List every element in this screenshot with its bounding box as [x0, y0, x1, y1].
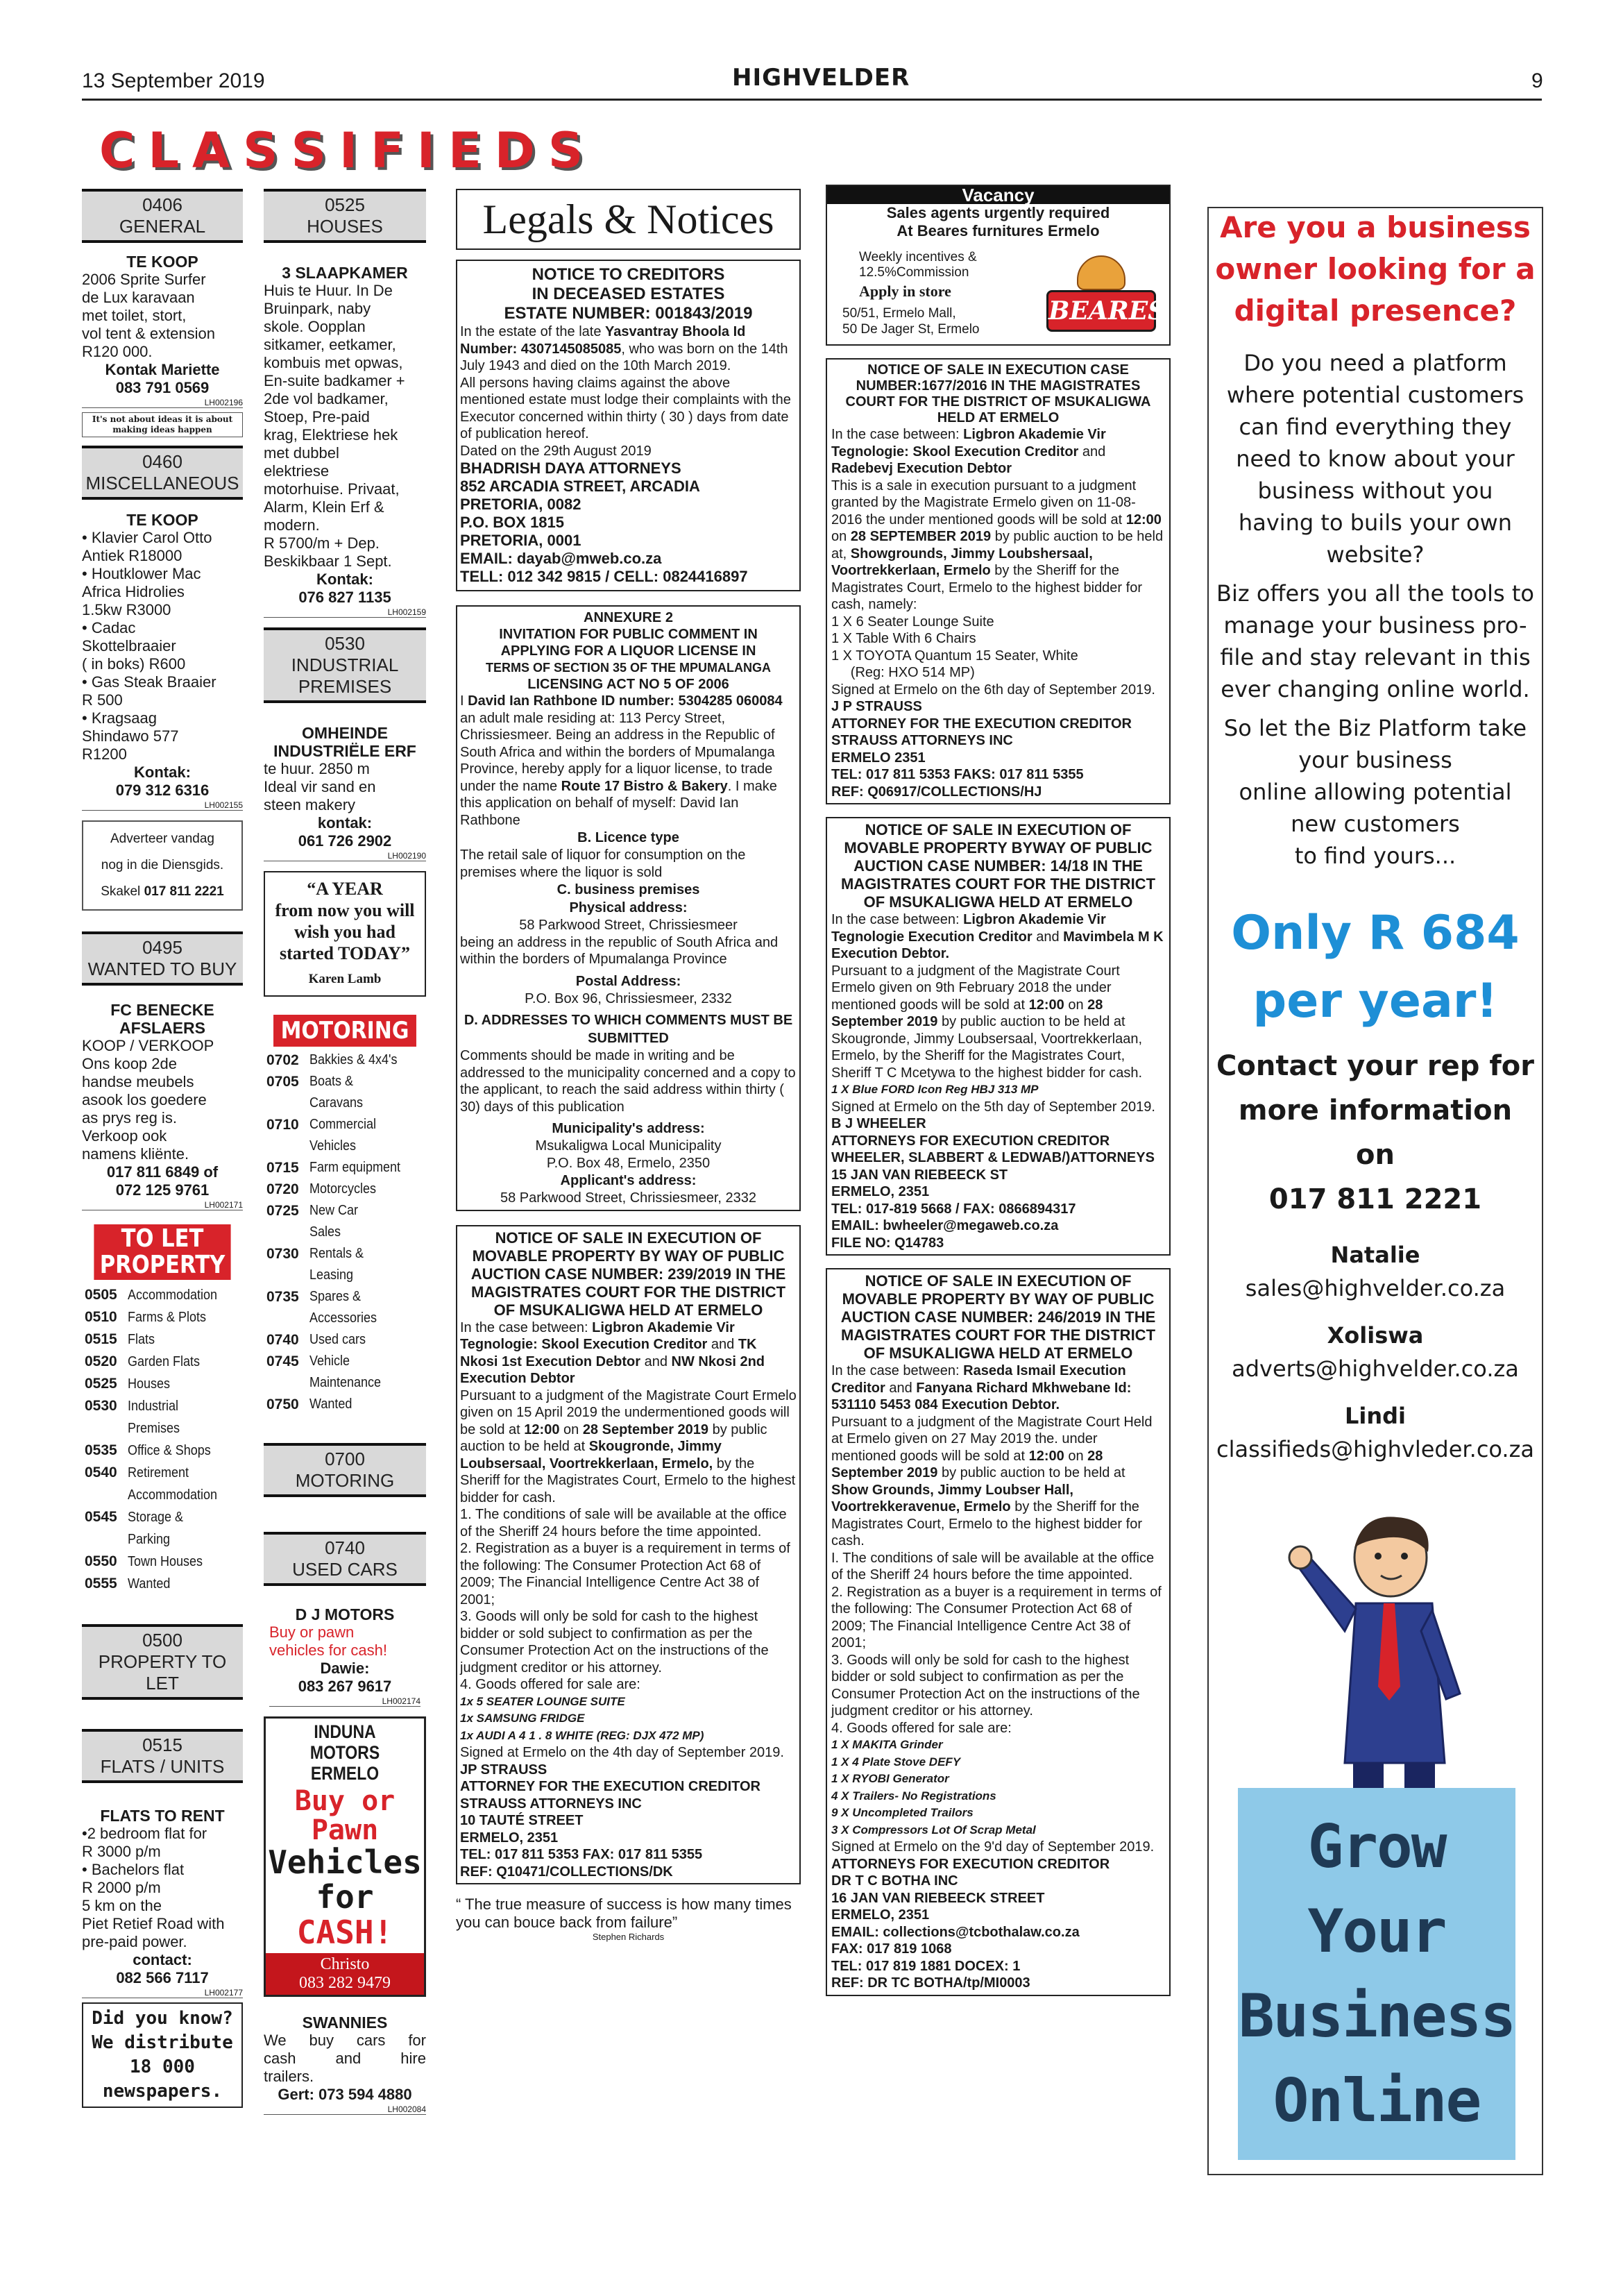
text-line: ERMELO 2351 — [831, 750, 926, 766]
category-property-to-let[interactable]: 0500 PROPERTY TO LET — [82, 1624, 243, 1700]
text-line: 10 TAUTÉ STREET — [460, 1813, 584, 1828]
to-let-index-item[interactable] — [85, 1440, 243, 1462]
index-label: Town Houses — [128, 1554, 203, 1569]
to-let-index-item[interactable] — [85, 1306, 243, 1328]
classified-ad: 3 SLAAPKAMER Huis te Huur. In De Bruinpark, naby skole. Oopplan sitkamer, eetkamer, kombuis met opwas, En-suite badkamer + 2de vol badkamer, Stoep, Pre-paid krag, Elektriese hek met dubbel elektriese motorhuise. Privaat, Alarm, Klein Erf & modern. R 5700/m + Dep. Beskikbaar 1 Sept. Kontak: 076 827 1135 LH002159 — [264, 264, 426, 617]
column-2 — [264, 189, 426, 2115]
text-line: FAX: 017 819 1068 — [831, 1941, 952, 1957]
index-label: Boats & — [309, 1074, 354, 1089]
text-line: ATTORNEY FOR THE EXECUTION CREDITOR — [460, 1779, 760, 1794]
text-line: Bruinpark, naby — [264, 300, 371, 317]
banner-letter: I — [339, 122, 358, 179]
text-line: En-suite badkamer + — [264, 372, 405, 389]
column-3-legals — [456, 189, 801, 1943]
classified-ad: TE KOOP 2006 Sprite Surfer de Lux karavaan met toilet, stort, vol tent & extension R120 000. Kontak Mariette 083 791 0569 LH002196 — [82, 253, 243, 407]
text-line: Stoep, Pre-paid — [264, 408, 370, 425]
classified-ad: FLATS TO RENT •2 bedroom flat for R 3000 p/m • Bachelors flat R 2000 p/m 5 km on the Piet Retief Road with pre-paid power. contact: 082 566 7117 LH002177 — [82, 1807, 243, 1998]
newspaper-name: HIGHVELDER — [732, 64, 910, 92]
text-line: ATTORNEYS FOR EXECUTION CREDITOR — [831, 1133, 1110, 1149]
text-line: • Bachelors flat — [82, 1861, 185, 1878]
index-label: Accessories — [309, 1310, 377, 1326]
text-line: R1200 — [82, 745, 127, 763]
text-line: REF: Q06917/COLLECTIONS/HJ — [831, 784, 1042, 800]
index-code: 0730 — [266, 1246, 299, 1262]
text-line: REF: Q10471/COLLECTIONS/DK — [460, 1864, 673, 1880]
index-code: 0710 — [266, 1117, 299, 1133]
text-line: R 5700/m + Dep. — [264, 534, 380, 552]
legals-title: Legals & Notices — [456, 189, 801, 250]
text-line: sitkamer, eetkamer, — [264, 336, 396, 353]
category-miscellaneous[interactable]: 0460 MISCELLANEOUS — [82, 446, 243, 500]
banner-letter: D — [494, 122, 535, 179]
text-line: So let the Biz Platform take — [1223, 715, 1527, 741]
text-line: asook los goedere — [82, 1091, 207, 1108]
text-line: Antiek R18000 — [82, 547, 182, 564]
closing-quote: “ The true measure of success is how many times you can bouce back from failure” — [456, 1896, 792, 1931]
text-line: FILE NO: Q14783 — [831, 1235, 944, 1251]
category-industrial-premises[interactable]: 0530 INDUSTRIAL PREMISES — [264, 627, 426, 703]
text-line: Skottelbraaier — [82, 637, 176, 655]
text-line: as prys reg is. — [82, 1109, 177, 1126]
text-line: • Klavier Carol Otto — [82, 529, 212, 546]
text-line: where potential customers — [1226, 382, 1524, 408]
text-line: ( in boks) R600 — [82, 655, 186, 673]
text-line: TEL: 017 819 1881 DOCEX: 1 — [831, 1958, 1021, 1974]
to-let-index-item[interactable] — [85, 1484, 243, 1506]
index-label: New Car — [309, 1203, 359, 1218]
index-label: Storage & — [128, 1510, 184, 1525]
index-code: 0515 — [85, 1331, 117, 1347]
motoring-index-item[interactable] — [266, 1157, 426, 1179]
quote-box: “A YEAR from now you will wish you had started TODAY” Karen Lamb — [264, 871, 426, 997]
biz-platform-ad: Are you a business owner looking for a digital presence? Do you need a platform where potential customers can find everything they need to know about your business without you having to buils your own website? Biz offers you all the tools to manage your business pro- file and stay relevant in this ever changing online world. So let the Biz Platform take your business online allowing potential new customers to find yours... Only R 684 per year! Contact your rep for more information on 017 811 2221 Natalie sales@highvelder.co.za Xoliswa adverts@highvelder.co.za Lindi classifieds@highvleder.co.za Grow Your Business Online — [1207, 207, 1543, 2175]
banner-letter: S — [243, 122, 278, 179]
index-label: Rentals & — [309, 1246, 364, 1261]
text-line: ERMELO, 2351 — [460, 1830, 559, 1846]
index-label: Leasing — [309, 1267, 354, 1283]
motoring-index-item[interactable] — [266, 1114, 426, 1136]
motoring-index-item[interactable] — [266, 1394, 426, 1415]
small-quote: It's not about ideas it is about making ideas happen — [82, 412, 243, 437]
text-line: need to know about your — [1236, 446, 1515, 472]
text-line: 15 JAN VAN RIEBEECK ST — [831, 1167, 1008, 1183]
to-let-property-index: TO LET PROPERTY 0505 Accommodation 0510 Farms & Plots 0515 Flats 0520 Garden Flats 0525 Houses 0530 Industrial Premises 0535 Office & Shops 0540 Retirement Accommodation 0545 Storage & Parking 0550 Town Houses 0555 Wanted — [82, 1224, 243, 1595]
motoring-index-item[interactable] — [266, 1351, 426, 1372]
beares-logo: BEARES — [1046, 253, 1156, 337]
classified-ad: SWANNIES We buy cars for cash and hire trailers. Gert: 073 594 4880 LH002084 — [264, 2014, 426, 2114]
to-let-index-item[interactable] — [85, 1551, 243, 1573]
motoring-index-item[interactable] — [266, 1286, 426, 1308]
motoring-index-item[interactable] — [266, 1092, 426, 1114]
text-line: 1 X MAKITA Grinder — [831, 1738, 943, 1751]
text-line: •2 bedroom flat for — [82, 1825, 207, 1842]
text-line: Africa Hidrolies — [82, 583, 185, 600]
text-line: 9 X Uncompleted Trailors — [831, 1806, 974, 1819]
classified-ad: TE KOOP • Klavier Carol Otto Antiek R18000 • Houtklower Mac Africa Hidrolies 1.5kw R3000 • Cadac Skottelbraaier ( in boks) R600 • Gas Steak Braaier R 500 • Kragsaag Shindawo 577 R1200 Kontak: 079 312 6316 LH002155 — [82, 511, 243, 810]
index-label: Bakkies & 4x4's — [309, 1052, 398, 1067]
motoring-index-item[interactable] — [266, 1200, 426, 1222]
index-code: 0715 — [266, 1160, 299, 1176]
text-line: 1.5kw R3000 — [82, 601, 171, 618]
text-line: 1 X RYOBI Generator — [831, 1772, 949, 1785]
notice-sale-1677-2016: NOTICE OF SALE IN EXECUTION CASE NUMBER:1677/2016 IN THE MAGISTRATES COURT FOR THE DISTRICT OF MSUKALIGWA HELD AT ERMELO In the case between: Ligbron Akademie Vir Tegnologie: Skool Execution Creditor and Radebevj Execution Debtor This is a sale in execution pursuant to a judgment granted by the Magistrate Ermelo given on 11-08-2016 the under mentioned goods will be sold at 12:00 on 28 SEPTEMBER 2019 by public auction to be held at, Showgrounds, Jimmy Loubshersaal, Voortrekkerlaan, Ermelo by the Sheriff for the Magistrates Court, Ermelo to the highest bidder for cash, namely: 1 X 6 Seater Lounge Suite 1 X Table With 6 Chairs 1 X TOYOTA Quantum 15 Seater, White (Reg: HXO 514 MP) Signed at Ermelo on the 6th day of September 2019. J P STRAUSS ATTORNEY FOR THE EXECUTION CREDITOR STRAUSS ATTORNEYS INC ERMELO 2351 TEL: 017 811 5353 FAKS: 017 811 5355 REF: Q06917/COLLECTIONS/HJ — [826, 358, 1171, 804]
to-let-index-item[interactable] — [85, 1417, 243, 1440]
index-code: 0535 — [85, 1442, 117, 1458]
index-code: 0545 — [85, 1509, 117, 1525]
index-label: Parking — [128, 1532, 171, 1547]
text-line: online allowing potential — [1239, 779, 1512, 805]
index-label: Office & Shops — [128, 1443, 211, 1458]
text-line: to find yours... — [1294, 843, 1456, 869]
index-code: 0725 — [266, 1203, 299, 1219]
text-line: motorhuise. Privaat, — [264, 480, 400, 498]
index-code: 0745 — [266, 1353, 299, 1369]
text-line: ATTORNEYS FOR EXECUTION CREDITOR — [831, 1856, 1110, 1872]
index-code — [266, 1222, 309, 1243]
text-line: R 2000 p/m — [82, 1879, 161, 1896]
text-line: EMAIL: collections@tcbothalaw.co.za — [831, 1924, 1080, 1940]
index-code — [266, 1372, 309, 1394]
text-line: TEL: 017-819 5668 / FAX: 0866894317 — [831, 1201, 1076, 1217]
index-label: Maintenance — [309, 1375, 382, 1390]
classified-ad: OMHEINDE INDUSTRIËLE ERF te huur. 2850 m Ideal vir sand en steen makery kontak: 061 726 2902 LH002190 — [264, 724, 426, 861]
index-code: 0750 — [266, 1396, 299, 1412]
motoring-index-item[interactable] — [266, 1372, 426, 1394]
motoring-index-item[interactable] — [266, 1136, 426, 1157]
banner-letter: C — [99, 122, 135, 179]
text-line: elektriese — [264, 462, 330, 480]
motoring-index-item[interactable] — [266, 1222, 426, 1243]
text-line: TEL: 017 811 5353 FAX: 017 811 5355 — [460, 1847, 703, 1862]
banner-letter: S — [291, 122, 327, 179]
text-line: ERMELO, 2351 — [831, 1184, 930, 1199]
motoring-index-item[interactable] — [266, 1243, 426, 1265]
text-line: ever changing online world. — [1221, 676, 1530, 702]
banner-letter: S — [547, 122, 584, 179]
index-label: Accommodation — [128, 1288, 218, 1303]
text-line: 3 X Compressors Lot Of Scrap Metal — [831, 1823, 1036, 1837]
index-label: Flats — [128, 1332, 155, 1347]
classified-ad: FC BENECKE AFSLAERS KOOP / VERKOOP Ons koop 2de handse meubels asook los goedere as prys reg is. Verkoop ook namens kliënte. 017 811 6849 of 072 125 9761 LH002171 — [82, 1001, 243, 1210]
index-label: Farm equipment — [309, 1160, 401, 1175]
index-label: Vehicle — [309, 1353, 350, 1369]
index-code: 0520 — [85, 1353, 117, 1369]
text-line: Biz offers you all the tools to — [1216, 580, 1534, 607]
index-code: 0735 — [266, 1289, 299, 1305]
index-code — [266, 1136, 309, 1157]
text-line: KOOP / VERKOOP — [82, 1037, 214, 1054]
advertise-promo: Adverteer vandag nog in die Diensgids. Skakel 017 811 2221 — [82, 820, 243, 911]
to-let-index-item[interactable] — [85, 1328, 243, 1351]
text-line: • Kragsaag — [82, 709, 157, 727]
text-line: EMAIL: bwheeler@megaweb.co.za — [831, 1218, 1059, 1233]
text-line: • Houtklower Mac — [82, 565, 201, 582]
text-line: namens kliënte. — [82, 1145, 189, 1163]
motoring-index-item[interactable] — [266, 1179, 426, 1200]
text-line: 16 JAN VAN RIEBEECK STREET — [831, 1890, 1045, 1906]
text-line: 1 X 4 Plate Stove DEFY — [831, 1755, 961, 1769]
text-line: J P STRAUSS — [831, 699, 922, 714]
text-line: Beskikbaar 1 Sept. — [264, 552, 392, 570]
index-code: 0510 — [85, 1309, 117, 1325]
text-line: Piet Retief Road with — [82, 1915, 225, 1932]
motoring-index-item[interactable] — [266, 1329, 426, 1351]
index-code: 0705 — [266, 1074, 299, 1090]
index-label: Used cars — [309, 1332, 366, 1347]
text-line: modern. — [264, 516, 320, 534]
notice-creditors: NOTICE TO CREDITORS IN DECEASED ESTATES ESTATE NUMBER: 001843/2019 In the estate of the late Yasvantray Bhoola Id Number: 4307145085085, who was born on the 14th July 1943 and died on the 10th March 2019. All persons having claims against the above mentioned estate must lodge their complaints with the Executor concerned within thirty ( 30 ) days from date of publication hereof. Dated on the 29th August 2019 BHADRISH DAYA ATTORNEYS 852 ARCADIA STREET, ARCADIA PRETORIA, 0082 P.O. BOX 1815 PRETORIA, 0001 EMAIL: dayab@mweb.co.za TELL: 012 342 9815 / CELL: 0824416897 — [456, 260, 801, 591]
index-label: Accommodation — [128, 1487, 218, 1503]
index-code: 0540 — [85, 1464, 117, 1480]
banner-letter: I — [416, 122, 435, 179]
text-line: skole. Oopplan — [264, 318, 366, 335]
index-code — [266, 1308, 309, 1329]
text-line: handse meubels — [82, 1073, 194, 1090]
notice-sale-239-2019: NOTICE OF SALE IN EXECUTION OF MOVABLE PROPERTY BY WAY OF PUBLIC AUCTION CASE NUMBER: 239/2019 IN THE MAGISTRATES COURT FOR THE DISTRICT OF MSUKALIGWA HELD AT ERMELO In the case between: Ligbron Akademie Vir Tegnologie: Skool Execution Creditor and TK Nkosi 1st Execution Debtor and NW Nkosi 2nd Execution Debtor Pursuant to a judgment of the Magistrate Court Ermelo given on 15 April 2019 the undermentioned goods will be sold at 12:00 on 28 September 2019 by public auction to be held at Skougronde, Jimmy Loubsersaal, Voortrekkerlaan, Ermelo, by the Sheriff for the Magistrates Court, Ermelo to the highest bidder for cash. 1. The conditions of sale will be available at the office of the Sheriff 24 hours before the time appointed. 2. Registration as a buyer is a requirement in terms of the following: The Consumer Protection Act 68 of 2009; The Financial Intelligence Centre Act 38 of 2001; 3. Goods will only be sold for cash to the highest bidder or sold subject to confirmation as per the Consumer Protection Act on the instructions of the judgment creditor or his attorney. 4. Goods offered for sale are: 1x 5 SEATER LOUNGE SUITE 1x SAMSUNG FRIDGE 1x AUDI A 4 1 . 8 WHITE (REG: DJX 472 MP) Signed at Ermelo on the 4th day of September 2019. JP STRAUSS ATTORNEY FOR THE EXECUTION CREDITOR STRAUSS ATTORNEYS INC 10 TAUTÉ STREET ERMELO, 2351 TEL: 017 811 5353 FAX: 017 811 5355 REF: Q10471/COLLECTIONS/DK — [456, 1225, 801, 1885]
page-number: 9 — [1531, 69, 1543, 92]
text-line: ATTORNEY FOR THE EXECUTION CREDITOR — [831, 716, 1132, 732]
index-label: Sales — [309, 1224, 341, 1240]
category-general[interactable]: 0406 GENERAL — [82, 189, 243, 243]
category-used-cars[interactable]: 0740 USED CARS — [264, 1532, 426, 1586]
text-line: having to buils your own — [1238, 509, 1513, 536]
index-code: 0720 — [266, 1181, 299, 1197]
classified-ad: D J MOTORS Buy or pawn vehicles for cash! Dawie: 083 267 9617 LH002174 — [269, 1605, 420, 1706]
index-code: 0530 — [85, 1398, 117, 1414]
text-line: • Cadac — [82, 619, 136, 636]
column-1 — [82, 189, 243, 2108]
index-label: Caravans — [309, 1095, 364, 1111]
category-flats-units[interactable]: 0515 FLATS / UNITS — [82, 1729, 243, 1783]
text-line: file and stay relevant in this — [1220, 644, 1531, 670]
text-line: STRAUSS ATTORNEYS INC — [831, 733, 1013, 748]
motoring-index-item[interactable] — [266, 1308, 426, 1329]
index-label: Commercial — [309, 1117, 377, 1132]
banner-letter: E — [448, 122, 482, 179]
text-line: Ons koop 2de — [82, 1055, 177, 1072]
to-let-index-item[interactable] — [85, 1462, 243, 1484]
banner-letter: A — [192, 122, 230, 179]
index-code: 0550 — [85, 1553, 117, 1569]
motoring-index-item[interactable] — [266, 1049, 426, 1071]
motoring-index-item[interactable] — [266, 1071, 426, 1092]
to-let-index-item[interactable] — [85, 1528, 243, 1551]
text-line: 5 km on the — [82, 1897, 162, 1914]
text-line: WHEELER, SLABBERT & LEDWAB/)ATTORNEYS — [831, 1150, 1155, 1165]
text-line: met dubbel — [264, 444, 339, 462]
text-line: Huis te Huur. In De — [264, 282, 393, 299]
text-line: website? — [1326, 541, 1425, 568]
index-label: Wanted — [309, 1396, 352, 1412]
index-label: Farms & Plots — [128, 1310, 207, 1325]
category-wanted-to-buy[interactable]: 0495 WANTED TO BUY — [82, 931, 243, 986]
text-line: Alarm, Klein Erf & — [264, 498, 384, 516]
text-line: business without you — [1257, 478, 1493, 504]
induna-motors-ad: INDUNA MOTORS ERMELO Buy or Pawn Vehicles for CASH! Christo 083 282 9479 — [264, 1716, 426, 1997]
to-let-index-item[interactable] — [85, 1506, 243, 1528]
text-line: STRAUSS ATTORNEYS INC — [460, 1796, 642, 1812]
column-4-notices — [826, 185, 1171, 1996]
header-rule — [82, 99, 1542, 101]
index-code — [85, 1417, 128, 1440]
text-line: Do you need a platform — [1243, 350, 1507, 376]
text-line: kombuis met opwas, — [264, 354, 403, 371]
text-line: can find everything they — [1239, 414, 1512, 440]
to-let-index-item[interactable] — [85, 1573, 243, 1595]
text-line: • Gas Steak Braaier — [82, 673, 216, 691]
text-line: Shindawo 577 — [82, 727, 179, 745]
text-line: DR T C BOTHA INC — [831, 1873, 958, 1889]
index-code: 0740 — [266, 1332, 299, 1348]
index-label: Garden Flats — [128, 1354, 201, 1369]
index-label: Industrial — [128, 1399, 179, 1414]
issue-date: 13 September 2019 — [82, 69, 265, 92]
index-code — [266, 1092, 309, 1114]
text-line: krag, Elektriese hek — [264, 426, 398, 444]
text-line: REF: DR TC BOTHA/tp/MI0003 — [831, 1975, 1030, 1991]
index-label: Motorcycles — [309, 1181, 377, 1197]
text-line: pre-paid power. — [82, 1933, 187, 1950]
to-let-index-item[interactable] — [85, 1351, 243, 1373]
motoring-index-item[interactable] — [266, 1265, 426, 1286]
text-line: 4 X Trailers- No Registrations — [831, 1789, 996, 1803]
did-you-know-box: Did you know? We distribute 18 000 newspapers. — [82, 2002, 243, 2108]
index-label: Spares & — [309, 1289, 362, 1304]
to-let-index-item[interactable] — [85, 1395, 243, 1417]
notice-sale-246-2019: NOTICE OF SALE IN EXECUTION OF MOVABLE PROPERTY BY WAY OF PUBLIC AUCTION CASE NUMBER: 246/2019 IN THE MAGISTRATES COURT FOR THE DISTRICT OF MSUKALIGWA HELD AT ERMELO In the case between: Raseda Ismail Execution Creditor and Fanyana Richard Mkhwebane Id: 531110 5453 084 Execution Debtor. Pursuant to a judgment of the Magistrate Court Held at Ermelo given on 27 May 2019 the. under mentioned goods will be sold at 12:00 on 28 September 2019 by public auction to be held at Show Grounds, Jimmy Loubser Hall, Voortrekkeravenue, Ermelo by the Sheriff for the Magistrates Court, Ermelo to the highest bidder for cash. I. The conditions of sale will be available at the office of the Sheriff 24 hours before the time appointed. 2. Registration as a buyer is a requirement in terms of the following: The Consumer Protection Act 68 of 2009; The Financial Intelligence Centre Act 38 of 2001; 3. Goods will only be sold for cash to the highest bidder or sold subject to confirmation as per the Consumer Protection Act on the instructions of the judgment creditor or his attorney. 4. Goods offered for sale are: 1 X MAKITA Grinder 1 X 4 Plate Stove DEFY 1 X RYOBI Generator 4 X Trailers- No Registrations 9 X Uncompleted Trailors 3 X Compressors Lot Of Scrap Metal Signed at Ermelo on the 9'd day of September 2019. ATTORNEYS FOR EXECUTION CREDITOR DR T C BOTHA INC 16 JAN VAN RIEBEECK STREET ERMELO, 2351 EMAIL: collections@tcbothalaw.co.za FAX: 017 819 1068 TEL: 017 819 1881 DOCEX: 1 REF: DR TC BOTHA/tp/MI0003 — [826, 1268, 1171, 1996]
notice-sale-14-18: NOTICE OF SALE IN EXECUTION OF MOVABLE PROPERTY BYWAY OF PUBLIC AUCTION CASE NUMBER: 14/18 IN THE MAGISTRATES COURT FOR THE DISTRICT OF MSUKALIGWA HELD AT ERMELO In the case between: Ligbron Akademie Vir Tegnologie Execution Creditor and Mavimbela M K Execution Debtor. Pursuant to a judgment of the Magistrate Court Ermelo given on 9th February 2018 the under mentioned goods will be sold at 12:00 on 28 September 2019 by public auction to be held at Skougronde, Jimmy Loubsersaal, Voortrekkerlaan, Ermelo, by the Sheriff for the Magistrates Court, Sheriff T C Mcetywa to the highest bidder for cash. 1 X Blue FORD Icon Reg HBJ 313 MP Signed at Ermelo on the 5th day of September 2019. B J WHEELER ATTORNEYS FOR EXECUTION CREDITOR WHEELER, SLABBERT & LEDWAB/)ATTORNEYS 15 JAN VAN RIEBEECK ST ERMELO, 2351 TEL: 017-819 5668 / FAX: 0866894317 EMAIL: bwheeler@megaweb.co.za FILE NO: Q14783 — [826, 817, 1171, 1256]
index-code: 0505 — [85, 1287, 117, 1303]
text-line: Verkoop ook — [82, 1127, 167, 1145]
category-houses[interactable]: 0525 HOUSES — [264, 189, 426, 243]
text-line: 2de vol badkamer, — [264, 390, 389, 407]
index-label: Vehicles — [309, 1138, 357, 1154]
index-code: 0555 — [85, 1576, 117, 1592]
classifieds-banner — [99, 119, 583, 182]
motoring-index: MOTORING 0702 Bakkies & 4x4's 0705 Boats & Caravans 0710 Commercial Vehicles 0715 Farm equipment 0720 Motorcycles 0725 New Car Sales 0730 Rentals & Leasing 0735 Spares & Accessories 0740 Used cars 0745 Vehicle Maintenance 0750 Wanted — [264, 1015, 426, 1415]
index-code: 0702 — [266, 1052, 299, 1068]
index-code — [266, 1265, 309, 1286]
text-line: B J WHEELER — [831, 1116, 926, 1131]
index-label: Premises — [128, 1421, 180, 1436]
grow-online-graphic: Grow Your Business Online — [1238, 1788, 1515, 2160]
quote-author: Stephen Richards — [592, 1932, 665, 1942]
to-let-index-item[interactable] — [85, 1284, 243, 1306]
banner-letter: L — [148, 122, 179, 179]
index-code: 0525 — [85, 1376, 117, 1392]
text-line: JP STRAUSS — [460, 1762, 547, 1778]
businessman-illustration — [1273, 1513, 1481, 1791]
index-label: Houses — [128, 1376, 171, 1392]
notice-liquor-license: ANNEXURE 2 INVITATION FOR PUBLIC COMMENT IN APPLYING FOR A LIQUOR LICENSE IN TERMS OF SECTION 35 OF THE MPUMALANGA LICENSING ACT NO 5 OF 2006 I David Ian Rathbone ID number: 5304285 060084 an adult male residing at: 113 Percy Street, Chrissiesmeer. Being an address in the Republic of South Africa and within the borders of Mpumalanga Province, hereby apply for a liquor license, to trade under the name Route 17 Bistro & Bakery. I make this application on behalf of myself: David Ian Rathbone B. Licence type The retail sale of liquor for consumption on the premises where the liquor is sold C. business premises Physical address: 58 Parkwood Street, Chrissiesmeer being an address in the republic of South Africa and within the borders of Mpumalanga Province Postal Address: P.O. Box 96, Chrissiesmeer, 2332 D. ADDRESSES TO WHICH COMMENTS MUST BE SUBMITTED Comments should be made in writing and be addressed to the municipality concerned and a copy to the applicant, to reach the said address within thirty ( 30) days of this publication Municipality's address: Msukaligwa Local Municipality P.O. Box 48, Ermelo, 2350 Applicant's address: 58 Parkwood Street, Chrissiesmeer, 2332 — [456, 605, 801, 1211]
index-code — [85, 1528, 128, 1551]
text-line: your business — [1298, 747, 1452, 773]
text-line: TEL: 017 811 5353 FAKS: 017 811 5355 — [831, 767, 1084, 782]
to-let-index-item[interactable] — [85, 1373, 243, 1395]
text-line: new customers — [1291, 811, 1460, 837]
text-line: ERMELO, 2351 — [831, 1907, 930, 1923]
index-label: Retirement — [128, 1465, 189, 1480]
text-line: manage your business pro- — [1223, 612, 1527, 639]
vacancy-ad: Vacancy Sales agents urgently required At Beares furnitures Ermelo Weekly incentives & 12.5%Commission Apply in store 50/51, Ermelo Mall, 50 De Jager St, Ermelo BEARES — [826, 185, 1171, 346]
index-label: Wanted — [128, 1576, 171, 1592]
text-line: R 3000 p/m — [82, 1843, 161, 1860]
banner-letter: F — [371, 122, 404, 179]
index-code — [85, 1484, 128, 1506]
category-motoring[interactable]: 0700 MOTORING — [264, 1443, 426, 1497]
text-line: R 500 — [82, 691, 123, 709]
